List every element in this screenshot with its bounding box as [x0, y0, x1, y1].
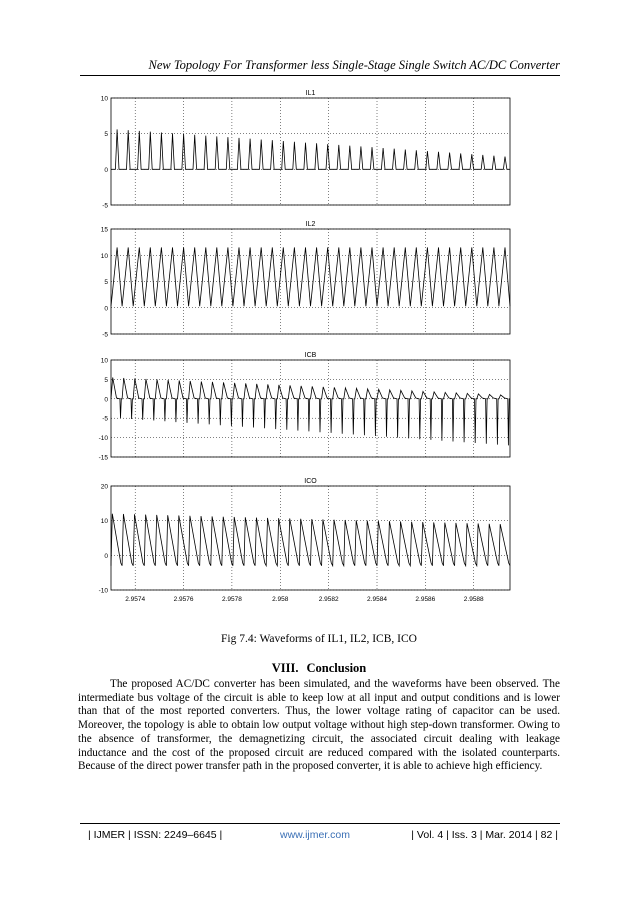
y-tick-label: 10 — [100, 95, 108, 103]
y-tick-label: 5 — [104, 279, 108, 286]
y-tick-label: -5 — [102, 331, 108, 339]
page-footer — [80, 829, 560, 845]
section-heading — [0, 661, 638, 676]
y-tick-label: 15 — [100, 226, 108, 234]
section-number: VIII. — [271, 661, 299, 675]
y-tick-label: -5 — [102, 415, 108, 423]
y-tick-label: -10 — [98, 435, 108, 443]
waveform-series — [111, 129, 510, 169]
y-tick-label: 0 — [104, 305, 108, 313]
x-tick-label: 2.9582 — [318, 596, 339, 603]
conclusion-paragraph: The proposed AC/DC converter has been simulated, and the waveforms have been observed. The intermediate bus voltage of the circuit is able to keep low at all input and output conditions and is lower than that of the most reported converters. Thus, the lower voltage rating of capacitor can be used. Moreover, the topology is able to obtain low output voltage without high step-down transformer. Owing to the absence of transformer, the demagnetizing circuit, the associated circuit dealing with leakage inductance and the cost of the proposed circuit are reduced compared with the isolated counterparts. Because of the direct power transfer path in the proposed converter, it is able to achieve high efficiency. — [78, 678, 560, 773]
y-tick-label: 10 — [100, 252, 108, 260]
y-tick-label: -10 — [98, 587, 108, 595]
y-tick-label: 0 — [104, 166, 108, 174]
plot-title: ICB — [304, 352, 317, 359]
waveform-series — [111, 378, 510, 446]
plot-title: ICO — [304, 478, 317, 485]
plot-frame — [111, 360, 510, 457]
waveform-series — [111, 247, 510, 306]
y-tick-label: 10 — [100, 518, 108, 526]
footer-website-link[interactable]: www.ijmer.com — [280, 829, 351, 841]
y-tick-label: 0 — [104, 396, 108, 404]
conclusion-body — [78, 678, 560, 774]
y-tick-label: 20 — [100, 483, 108, 491]
footer-journal: | IJMER | ISSN: 2249–6645 | — [88, 829, 223, 841]
x-tick-label: 2.9576 — [173, 596, 194, 603]
y-tick-label: 0 — [104, 552, 108, 560]
running-header — [80, 58, 560, 78]
footer-issue: | Vol. 4 | Iss. 3 | Mar. 2014 | 82 | — [411, 829, 558, 841]
y-tick-label: 5 — [104, 376, 108, 384]
plot-frame — [111, 486, 510, 590]
x-tick-label: 2.9588 — [463, 596, 484, 603]
y-tick-label: -15 — [98, 454, 108, 462]
y-tick-label: -5 — [102, 202, 108, 210]
plot-title: IL2 — [305, 221, 316, 228]
figure-caption: Fig 7.4: Waveforms of IL1, IL2, ICB, ICO — [221, 633, 417, 645]
waveform-figure — [80, 84, 520, 614]
y-tick-label: 5 — [104, 131, 108, 139]
header-rule — [80, 75, 560, 76]
x-tick-label: 2.9584 — [367, 596, 387, 603]
x-tick-label: 2.9578 — [221, 596, 242, 603]
plot-title: IL1 — [305, 90, 316, 97]
section-title: Conclusion — [306, 661, 367, 675]
plot-frame — [111, 98, 510, 205]
running-title: New Topology For Transformer less Single-Stage Single Switch AC/DC Converter — [148, 58, 560, 72]
footer-rule — [80, 823, 560, 824]
x-tick-label: 2.9586 — [415, 596, 436, 603]
y-tick-label: 10 — [100, 357, 108, 365]
x-tick-label: 2.958 — [272, 596, 289, 603]
x-tick-label: 2.9574 — [125, 596, 146, 603]
waveform-series — [111, 514, 510, 566]
